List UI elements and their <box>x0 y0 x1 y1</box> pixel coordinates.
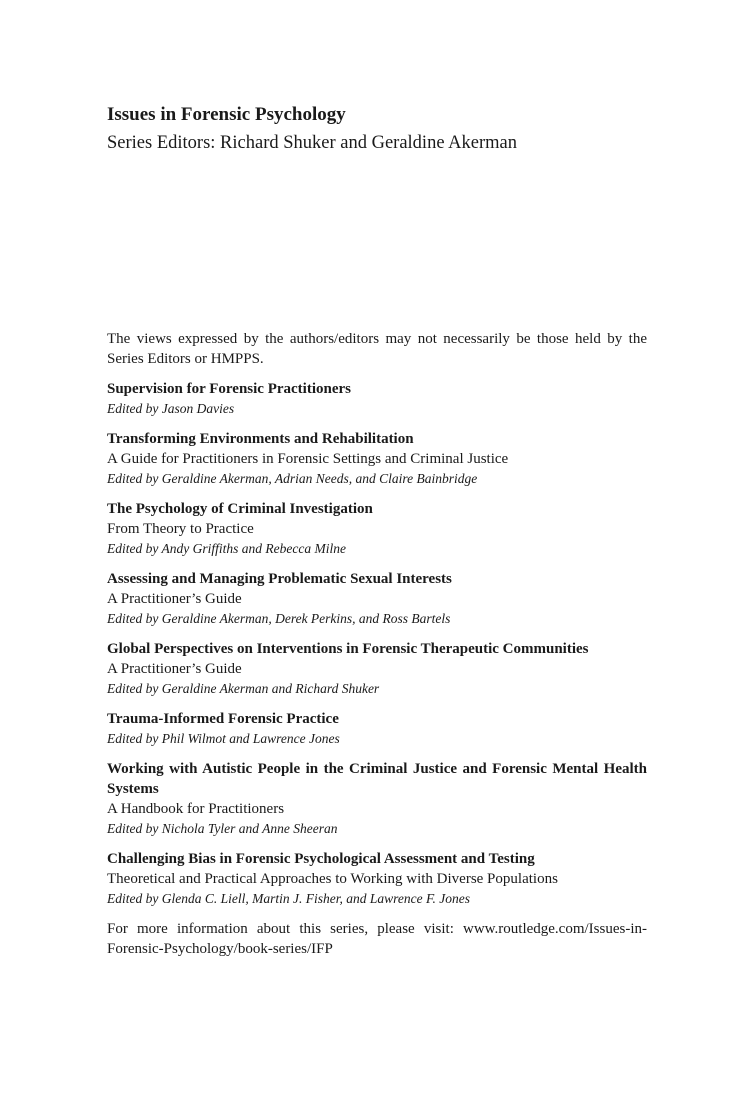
book-editors: Edited by Glenda C. Liell, Martin J. Fisher, and Lawrence F. Jones <box>107 891 470 906</box>
book-entry <box>107 429 647 489</box>
book-editors: Edited by Jason Davies <box>107 401 235 416</box>
book-subtitle: A Practitioner’s Guide <box>107 591 242 607</box>
series-editors: Series Editors: Richard Shuker and Geraldine Akerman <box>107 133 517 153</box>
book-subtitle: A Guide for Practitioners in Forensic Settings and Criminal Justice <box>107 451 509 467</box>
book-editors: Edited by Geraldine Akerman, Derek Perkins, and Ross Bartels <box>107 611 451 626</box>
book-subtitle: A Practitioner’s Guide <box>107 661 242 677</box>
series-title: Issues in Forensic Psychology <box>107 104 346 125</box>
book-title: Trauma-Informed Forensic Practice <box>107 711 339 727</box>
book-title: Global Perspectives on Interventions in Forensic Therapeutic Communities <box>107 641 589 657</box>
book-editors: Edited by Andy Griffiths and Rebecca Milne <box>107 541 346 556</box>
book-entry <box>107 759 647 839</box>
book-editors: Edited by Nichola Tyler and Anne Sheeran <box>107 821 338 836</box>
book-title: Working with Autistic People in the Criminal Justice and Forensic Mental Health Systems <box>107 761 647 797</box>
book-editors: Edited by Geraldine Akerman and Richard Shuker <box>107 681 380 696</box>
more-info-text: For more information about this series, please visit: www.routledge.com/Issues-in-Forensic-Psychology/book-series/IFP <box>107 921 647 957</box>
book-editors: Edited by Phil Wilmot and Lawrence Jones <box>107 731 340 746</box>
disclaimer: The views expressed by the authors/editors may not necessarily be those held by the Series Editors or HMPPS. <box>107 331 647 367</box>
book-editors: Edited by Geraldine Akerman, Adrian Needs, and Claire Bainbridge <box>107 471 478 486</box>
book-title: Challenging Bias in Forensic Psychological Assessment and Testing <box>107 851 535 867</box>
book-entry <box>107 569 647 629</box>
series-content <box>107 329 647 959</box>
book-title: Assessing and Managing Problematic Sexual Interests <box>107 571 452 587</box>
book-title: Supervision for Forensic Practitioners <box>107 381 351 397</box>
book-title: The Psychology of Criminal Investigation <box>107 501 373 517</box>
book-subtitle: Theoretical and Practical Approaches to Working with Diverse Populations <box>107 871 558 887</box>
book-subtitle: A Handbook for Practitioners <box>107 801 285 817</box>
book-entry <box>107 379 647 419</box>
book-entry <box>107 499 647 559</box>
book-entry <box>107 709 647 749</box>
book-entry <box>107 639 647 699</box>
book-entry <box>107 849 647 909</box>
book-subtitle: From Theory to Practice <box>107 521 254 537</box>
book-title: Transforming Environments and Rehabilitation <box>107 431 414 447</box>
